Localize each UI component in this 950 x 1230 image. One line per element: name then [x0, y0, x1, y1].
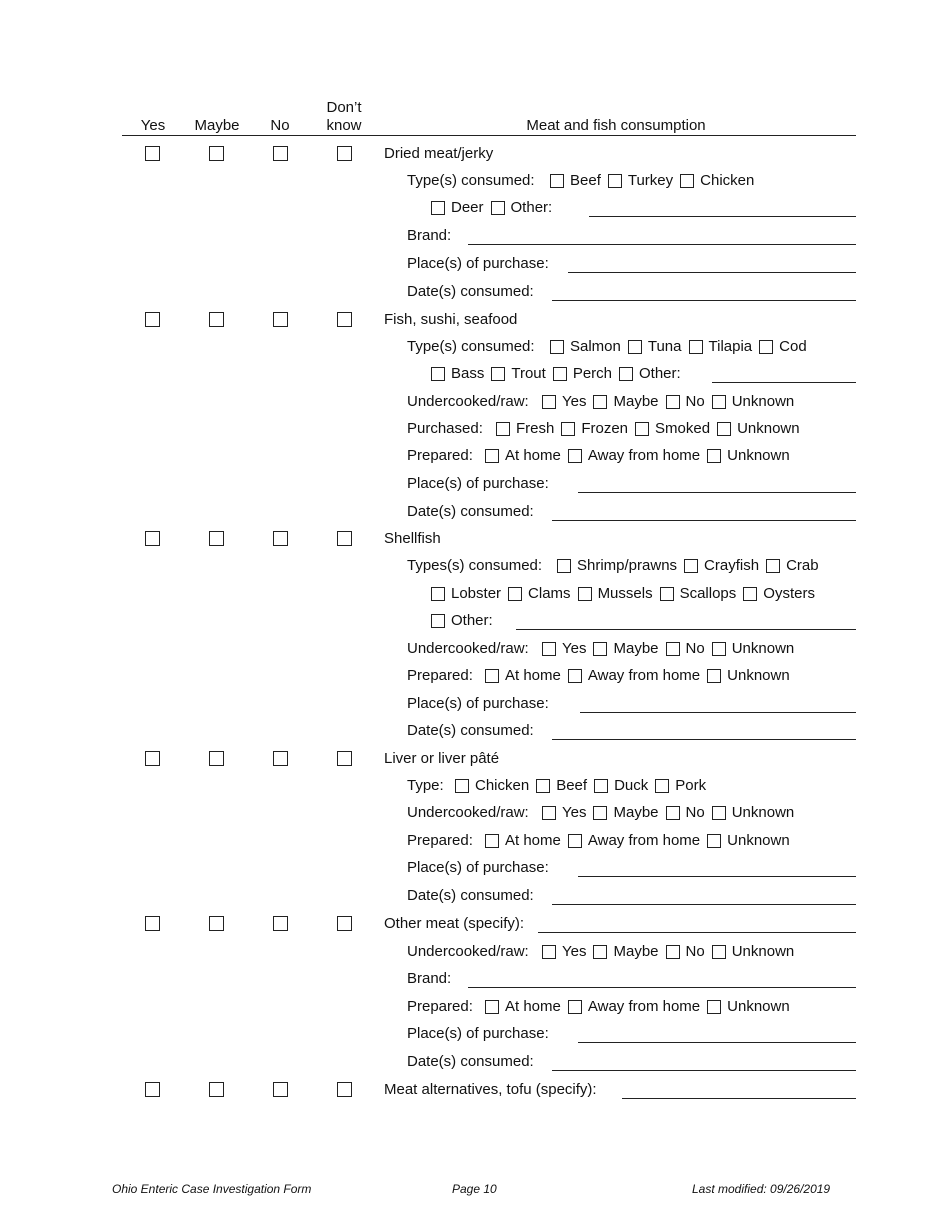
fish-prepared-home[interactable]: [485, 447, 561, 465]
checkbox[interactable]: [455, 779, 469, 793]
shellfish-prepared-options: [485, 667, 797, 685]
fish-type-options-2: [431, 365, 688, 383]
othermeat-specify-field[interactable]: [538, 932, 856, 933]
checkbox[interactable]: [712, 945, 726, 959]
fish-type-salmon[interactable]: [550, 338, 621, 356]
othermeat-prepared-unknown[interactable]: [707, 998, 790, 1016]
checkbox[interactable]: [655, 779, 669, 793]
option-label: Smoked: [655, 420, 711, 437]
shellfish-type-options-3: [431, 612, 500, 630]
othermeat-date-label: Date(s) consumed:: [407, 1053, 534, 1070]
fish-type-tuna[interactable]: [628, 338, 682, 356]
checkbox[interactable]: [707, 834, 721, 848]
checkbox[interactable]: [536, 779, 550, 793]
option-label: No: [685, 640, 705, 657]
fish-place-field[interactable]: [578, 492, 856, 493]
option-label: Oysters: [763, 585, 815, 602]
checkbox[interactable]: [759, 340, 773, 354]
liver-undercooked-no[interactable]: [666, 804, 705, 822]
checkbox[interactable]: [666, 945, 680, 959]
shellfish-undercooked-maybe[interactable]: [593, 640, 658, 658]
checkbox[interactable]: [568, 449, 582, 463]
checkbox[interactable]: [766, 559, 780, 573]
liver-date-field[interactable]: [552, 904, 856, 905]
checkbox[interactable]: [485, 669, 499, 683]
fish-undercooked-label: Undercooked/raw:: [407, 393, 529, 410]
shellfish-type-scallops[interactable]: [660, 585, 737, 603]
option-label: Other:: [451, 612, 493, 629]
checkbox[interactable]: [680, 174, 694, 188]
checkbox[interactable]: [666, 806, 680, 820]
checkbox[interactable]: [593, 642, 607, 656]
option-label: No: [685, 393, 705, 410]
liver-undercooked-options: [542, 804, 801, 822]
shellfish-type-oysters[interactable]: [743, 585, 815, 603]
liver-type-options: [455, 777, 713, 795]
shellfish-type-lobster[interactable]: [431, 585, 501, 603]
checkbox[interactable]: [431, 201, 445, 215]
fish-place-label: Place(s) of purchase:: [407, 475, 549, 492]
option-label: Unknown: [731, 943, 795, 960]
othermeat-brand-field[interactable]: [468, 987, 856, 988]
fish-type-tilapia[interactable]: [689, 338, 753, 356]
liver-type-label: Type:: [407, 777, 444, 794]
option-label: Perch: [572, 365, 612, 382]
col-maybe-header: Maybe: [194, 117, 240, 134]
option-label: Unknown: [731, 804, 795, 821]
jerky-brand-field[interactable]: [468, 244, 856, 245]
liver-dontknow-checkbox[interactable]: [337, 751, 352, 766]
option-label: Beef: [556, 777, 588, 794]
section-othermeat-label: Other meat (specify):: [384, 915, 525, 932]
othermeat-prepared-options: [485, 998, 797, 1016]
option-label: Away from home: [587, 667, 701, 684]
shellfish-maybe-checkbox[interactable]: [209, 531, 224, 546]
othermeat-undercooked-unknown[interactable]: [712, 943, 795, 961]
checkbox[interactable]: [593, 945, 607, 959]
shellfish-undercooked-no[interactable]: [666, 640, 705, 658]
shellfish-undercooked-label: Undercooked/raw:: [407, 640, 529, 657]
shellfish-type-crayfish[interactable]: [684, 557, 759, 575]
liver-place-field[interactable]: [578, 876, 856, 877]
checkbox[interactable]: [431, 367, 445, 381]
liver-yes-checkbox[interactable]: [145, 751, 160, 766]
liver-no-checkbox[interactable]: [273, 751, 288, 766]
othermeat-undercooked-yes[interactable]: [542, 943, 586, 961]
option-label: Unknown: [731, 393, 795, 410]
fish-type-other[interactable]: [619, 365, 681, 383]
checkbox[interactable]: [557, 559, 571, 573]
option-label: Pork: [675, 777, 707, 794]
checkbox[interactable]: [578, 587, 592, 601]
jerky-type-options-1: [550, 172, 761, 190]
option-label: Yes: [562, 804, 587, 821]
checkbox[interactable]: [593, 806, 607, 820]
fish-prepared-label: Prepared:: [407, 447, 473, 464]
col-no-header: No: [270, 117, 290, 134]
checkbox[interactable]: [431, 587, 445, 601]
shellfish-no-checkbox[interactable]: [273, 531, 288, 546]
option-label: Clams: [528, 585, 571, 602]
option-label: Shrimp/prawns: [577, 557, 678, 574]
checkbox[interactable]: [717, 422, 731, 436]
footer-form-name: Ohio Enteric Case Investigation Form: [112, 1182, 312, 1196]
liver-prepared-home[interactable]: [485, 832, 561, 850]
jerky-other-field[interactable]: [589, 216, 856, 217]
checkbox[interactable]: [707, 669, 721, 683]
checkbox[interactable]: [431, 614, 445, 628]
fish-purchased-smoked[interactable]: [635, 420, 710, 438]
othermeat-place-label: Place(s) of purchase:: [407, 1025, 549, 1042]
section-fish-label: Fish, sushi, seafood: [384, 311, 518, 328]
header-rule: [122, 135, 856, 136]
option-label: Salmon: [570, 338, 621, 355]
checkbox[interactable]: [485, 1000, 499, 1014]
option-label: Yes: [562, 393, 587, 410]
col-category-header: Meat and fish consumption: [526, 117, 706, 134]
footer-last-modified: Last modified: 09/26/2019: [692, 1182, 831, 1196]
shellfish-type-crab[interactable]: [766, 557, 819, 575]
shellfish-undercooked-yes[interactable]: [542, 640, 586, 658]
shellfish-type-clams[interactable]: [508, 585, 571, 603]
othermeat-place-field[interactable]: [578, 1042, 856, 1043]
option-label: Maybe: [613, 943, 659, 960]
fish-prepared-options: [485, 447, 797, 465]
checkbox[interactable]: [568, 834, 582, 848]
othermeat-undercooked-options: [542, 943, 801, 961]
checkbox[interactable]: [628, 340, 642, 354]
option-label: Chicken: [700, 172, 755, 189]
jerky-type-options-2: [431, 199, 559, 217]
liver-prepared-unknown[interactable]: [707, 832, 790, 850]
option-label: Away from home: [587, 832, 701, 849]
col-yes-header: Yes: [140, 117, 166, 134]
footer-page-number: Page 10: [452, 1182, 497, 1196]
fish-purchased-label: Purchased:: [407, 420, 483, 437]
option-label: Fresh: [516, 420, 555, 437]
othermeat-undercooked-maybe[interactable]: [593, 943, 658, 961]
jerky-type-turkey[interactable]: [608, 172, 673, 190]
fish-prepared-away[interactable]: [568, 447, 700, 465]
option-label: Maybe: [613, 804, 659, 821]
shellfish-other-field[interactable]: [516, 629, 856, 630]
shellfish-place-label: Place(s) of purchase:: [407, 695, 549, 712]
othermeat-brand-label: Brand:: [407, 970, 452, 987]
othermeat-no-checkbox[interactable]: [273, 916, 288, 931]
shellfish-type-other[interactable]: [431, 612, 493, 630]
option-label: Other:: [510, 199, 553, 216]
checkbox[interactable]: [542, 642, 556, 656]
jerky-maybe-checkbox[interactable]: [209, 146, 224, 161]
option-label: No: [685, 943, 705, 960]
checkbox[interactable]: [550, 174, 564, 188]
fish-undercooked-maybe[interactable]: [593, 393, 658, 411]
alternatives-no-checkbox[interactable]: [273, 1082, 288, 1097]
section-jerky-label: Dried meat/jerky: [384, 145, 494, 162]
fish-type-bass[interactable]: [431, 365, 484, 383]
liver-prepared-options: [485, 832, 797, 850]
jerky-type-chicken[interactable]: [680, 172, 754, 190]
checkbox[interactable]: [608, 174, 622, 188]
option-label: Away from home: [587, 998, 701, 1015]
option-label: Away from home: [587, 447, 701, 464]
shellfish-dontknow-checkbox[interactable]: [337, 531, 352, 546]
jerky-type-beef[interactable]: [550, 172, 601, 190]
option-label: Crab: [786, 557, 819, 574]
fish-type-perch[interactable]: [553, 365, 612, 383]
othermeat-maybe-checkbox[interactable]: [209, 916, 224, 931]
option-label: Unknown: [727, 447, 790, 464]
checkbox[interactable]: [542, 945, 556, 959]
jerky-yes-checkbox[interactable]: [145, 146, 160, 161]
option-label: Trout: [511, 365, 546, 382]
checkbox[interactable]: [485, 449, 499, 463]
shellfish-undercooked-options: [542, 640, 801, 658]
checkbox[interactable]: [619, 367, 633, 381]
checkbox[interactable]: [666, 642, 680, 656]
option-label: Yes: [562, 640, 587, 657]
fish-types-label: Type(s) consumed:: [407, 338, 535, 355]
checkbox[interactable]: [712, 395, 726, 409]
fish-date-field[interactable]: [552, 520, 856, 521]
liver-place-label: Place(s) of purchase:: [407, 859, 549, 876]
checkbox[interactable]: [635, 422, 649, 436]
liver-date-label: Date(s) consumed:: [407, 887, 534, 904]
option-label: Maybe: [613, 393, 659, 410]
checkbox[interactable]: [553, 367, 567, 381]
jerky-date-label: Date(s) consumed:: [407, 283, 534, 300]
shellfish-prepared-home[interactable]: [485, 667, 561, 685]
liver-prepared-away[interactable]: [568, 832, 700, 850]
option-label: Mussels: [597, 585, 653, 602]
checkbox[interactable]: [594, 779, 608, 793]
checkbox[interactable]: [561, 422, 575, 436]
option-label: Other:: [639, 365, 681, 382]
othermeat-dontknow-checkbox[interactable]: [337, 916, 352, 931]
fish-prepared-unknown[interactable]: [707, 447, 790, 465]
fish-type-trout[interactable]: [491, 365, 545, 383]
shellfish-undercooked-unknown[interactable]: [712, 640, 795, 658]
checkbox[interactable]: [542, 806, 556, 820]
shellfish-place-field[interactable]: [580, 712, 856, 713]
checkbox[interactable]: [496, 422, 510, 436]
shellfish-type-mussels[interactable]: [578, 585, 653, 603]
fish-maybe-checkbox[interactable]: [209, 312, 224, 327]
othermeat-date-field[interactable]: [552, 1070, 856, 1071]
fish-no-checkbox[interactable]: [273, 312, 288, 327]
alternatives-maybe-checkbox[interactable]: [209, 1082, 224, 1097]
shellfish-types-label: Types(s) consumed:: [407, 557, 543, 574]
fish-type-cod[interactable]: [759, 338, 807, 356]
option-label: Beef: [570, 172, 601, 189]
option-label: Lobster: [451, 585, 502, 602]
jerky-types-label: Type(s) consumed:: [407, 172, 535, 189]
othermeat-prepared-away[interactable]: [568, 998, 700, 1016]
othermeat-undercooked-no[interactable]: [666, 943, 705, 961]
option-label: Duck: [614, 777, 649, 794]
checkbox[interactable]: [491, 201, 505, 215]
checkbox[interactable]: [666, 395, 680, 409]
liver-prepared-label: Prepared:: [407, 832, 473, 849]
shellfish-date-label: Date(s) consumed:: [407, 722, 534, 739]
fish-date-label: Date(s) consumed:: [407, 503, 534, 520]
option-label: At home: [505, 832, 561, 849]
col-dontknow-header-line1: Don’t: [326, 99, 362, 116]
alternatives-specify-field[interactable]: [622, 1098, 856, 1099]
shellfish-type-options-1: [557, 557, 826, 575]
shellfish-type-options-2: [431, 585, 822, 603]
checkbox[interactable]: [593, 395, 607, 409]
option-label: Scallops: [679, 585, 737, 602]
checkbox[interactable]: [485, 834, 499, 848]
option-label: Unknown: [737, 420, 800, 437]
fish-undercooked-unknown[interactable]: [712, 393, 795, 411]
option-label: At home: [505, 998, 561, 1015]
option-label: At home: [505, 667, 561, 684]
jerky-type-deer[interactable]: [431, 199, 484, 217]
liver-type-beef[interactable]: [536, 777, 587, 795]
fish-yes-checkbox[interactable]: [145, 312, 160, 327]
othermeat-yes-checkbox[interactable]: [145, 916, 160, 931]
section-liver-label: Liver or liver pâté: [384, 750, 500, 767]
alternatives-dontknow-checkbox[interactable]: [337, 1082, 352, 1097]
shellfish-prepared-label: Prepared:: [407, 667, 473, 684]
othermeat-undercooked-label: Undercooked/raw:: [407, 943, 529, 960]
checkbox[interactable]: [491, 367, 505, 381]
option-label: Unknown: [727, 998, 790, 1015]
option-label: Frozen: [581, 420, 629, 437]
option-label: At home: [505, 447, 561, 464]
option-label: Turkey: [627, 172, 674, 189]
jerky-place-field[interactable]: [568, 272, 856, 273]
option-label: Crayfish: [704, 557, 760, 574]
fish-undercooked-no[interactable]: [666, 393, 705, 411]
fish-purchased-options: [496, 420, 807, 438]
option-label: No: [685, 804, 705, 821]
liver-type-pork[interactable]: [655, 777, 706, 795]
shellfish-date-field[interactable]: [552, 739, 856, 740]
option-label: Yes: [562, 943, 587, 960]
fish-dontknow-checkbox[interactable]: [337, 312, 352, 327]
checkbox[interactable]: [542, 395, 556, 409]
option-label: Unknown: [731, 640, 795, 657]
liver-type-chicken[interactable]: [455, 777, 529, 795]
option-label: Tilapia: [708, 338, 753, 355]
option-label: Maybe: [613, 640, 659, 657]
checkbox[interactable]: [707, 449, 721, 463]
checkbox[interactable]: [712, 642, 726, 656]
option-label: Chicken: [475, 777, 530, 794]
option-label: Deer: [451, 199, 484, 216]
shellfish-type-shrimp[interactable]: [557, 557, 677, 575]
option-label: Bass: [451, 365, 485, 382]
liver-type-duck[interactable]: [594, 777, 648, 795]
option-label: Unknown: [727, 832, 790, 849]
jerky-date-field[interactable]: [552, 300, 856, 301]
fish-purchased-unknown[interactable]: [717, 420, 800, 438]
jerky-place-label: Place(s) of purchase:: [407, 255, 549, 272]
liver-undercooked-unknown[interactable]: [712, 804, 795, 822]
liver-undercooked-maybe[interactable]: [593, 804, 658, 822]
fish-type-options-1: [550, 338, 814, 356]
fish-purchased-fresh[interactable]: [496, 420, 554, 438]
option-label: Tuna: [647, 338, 682, 355]
shellfish-yes-checkbox[interactable]: [145, 531, 160, 546]
jerky-brand-label: Brand:: [407, 227, 452, 244]
checkbox[interactable]: [712, 806, 726, 820]
option-label: Unknown: [727, 667, 790, 684]
alternatives-yes-checkbox[interactable]: [145, 1082, 160, 1097]
section-shellfish-label: Shellfish: [384, 530, 441, 547]
checkbox[interactable]: [550, 340, 564, 354]
fish-purchased-frozen[interactable]: [561, 420, 628, 438]
option-label: Cod: [779, 338, 807, 355]
checkbox[interactable]: [743, 587, 757, 601]
shellfish-prepared-away[interactable]: [568, 667, 700, 685]
jerky-no-checkbox[interactable]: [273, 146, 288, 161]
checkbox[interactable]: [568, 669, 582, 683]
fish-undercooked-options: [542, 393, 801, 411]
jerky-type-other[interactable]: [491, 199, 553, 217]
col-dontknow-header-line2: know: [326, 117, 362, 134]
checkbox[interactable]: [707, 1000, 721, 1014]
othermeat-prepared-label: Prepared:: [407, 998, 473, 1015]
liver-undercooked-label: Undercooked/raw:: [407, 804, 529, 821]
section-alternatives-label: Meat alternatives, tofu (specify):: [384, 1081, 597, 1098]
checkbox[interactable]: [689, 340, 703, 354]
liver-undercooked-yes[interactable]: [542, 804, 586, 822]
fish-undercooked-yes[interactable]: [542, 393, 586, 411]
checkbox[interactable]: [508, 587, 522, 601]
shellfish-prepared-unknown[interactable]: [707, 667, 790, 685]
fish-other-field[interactable]: [712, 382, 856, 383]
liver-maybe-checkbox[interactable]: [209, 751, 224, 766]
othermeat-prepared-home[interactable]: [485, 998, 561, 1016]
jerky-dontknow-checkbox[interactable]: [337, 146, 352, 161]
checkbox[interactable]: [660, 587, 674, 601]
checkbox[interactable]: [568, 1000, 582, 1014]
checkbox[interactable]: [684, 559, 698, 573]
